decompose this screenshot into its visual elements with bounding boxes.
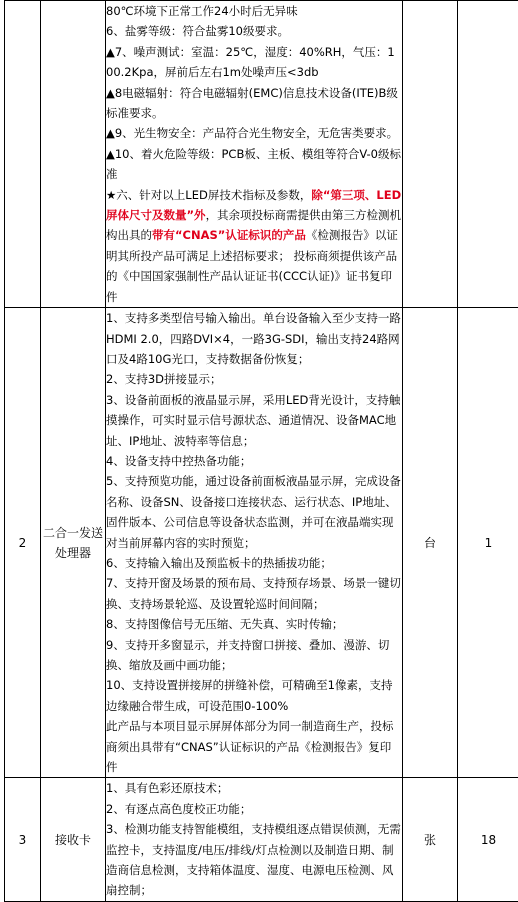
desc-line: ▲10、着火危险等级：PCB板、主板、模组等符合V-0级标准 [106,144,402,185]
desc-line: 8、支持图像信号无压缩、无失真、实时传输； [106,614,402,634]
spec-table [4,0,518,902]
certification-notice [106,185,402,307]
desc-line: ▲7、噪声测试：室温：25℃，湿度：40%RH，气压：100.2Kpa，屏前后左右1m处噪声压<3db [106,42,402,83]
item-name: 接收卡 [41,778,106,901]
desc-line: 1、具有色彩还原技术； [106,778,402,798]
desc-line: 10、支持设置拼接屏的拼缝补偿，可精确至1像素，支持边缘融合带生成，可设范围0-100% [106,675,402,716]
item-description [106,308,403,778]
item-description [106,778,403,901]
notice-text: 《检测报告》以证明其所投产品可满足上述招标要求； 投标商须提供该产品的《中国国家强制性产品认证证书(CCC认证)》证书复印件 [106,228,398,303]
notice-highlight-cnas: 带有“CNAS”认证标识的产品 [152,228,306,242]
desc-line: ▲9、光生物安全：产品符合光生物安全，无危害类要求。 [106,123,402,143]
desc-line: 此产品与本项目显示屏屏体部分为同一制造商生产，投标商须出具带有“CNAS”认证标识的产品《检测报告》复印件 [106,716,402,777]
item-number: 2 [5,308,41,778]
desc-line: 5、支持预览功能，通过设备前面板液晶显示屏，完成设备名称、设备SN、设备接口连接状态、运行状态、IP地址、固件版本、公司信息等设备状态监测，并可在液晶端实现对当前屏幕内容的实时预览； [106,471,402,553]
item-quantity: 1 [458,308,518,778]
desc-line: 6、支持输入输出及预监板卡的热插拔功能； [106,553,402,573]
desc-line: 3、设备前面板的液晶显示屏，采用LED背光设计，支持触摸操作，可实时显示信号源状态、通道情况、设备MAC地址、IP地址、波特率等信息； [106,390,402,451]
table-row [5,308,518,778]
notice-highlight-exception: 除“第三项、LED屏体尺寸及数量”外 [106,188,401,222]
notice-text: ★六、针对以上LED屏技术指标及参数， [106,188,311,202]
item-number [5,1,41,308]
desc-line: 2、有逐点高色度校正功能； [106,799,402,819]
desc-line: 1、支持多类型信号输入输出。单台设备输入至少支持一路HDMI 2.0，四路DVI×4，一路3G-SDI，输出支持24路网口及4路10G光口，支持数据备份恢复； [106,308,402,369]
desc-line: 6、盐雾等级：符合盐雾10级要求。 [106,21,402,41]
desc-line: 7、支持开窗及场景的预布局、支持预存场景、场景一键切换、支持场景轮巡、及设置轮巡时间间隔； [106,573,402,614]
table-row [5,1,518,308]
desc-line: ▲8电磁辐射：符合电磁辐射(EMC)信息技术设备(ITE)B级标准要求。 [106,83,402,124]
item-quantity: 18 [458,778,518,901]
desc-line: 2、支持3D拼接显示； [106,369,402,389]
item-name [41,1,106,308]
desc-line: 3、检测功能支持智能模组，支持模组逐点错误侦测，无需监控卡，支持温度/电压/排线/灯点检测以及制造日期、制造商信息检测，支持箱体温度、湿度、电源电压检测、风扇控制； [106,819,402,901]
item-number: 3 [5,778,41,901]
item-quantity [458,1,518,308]
item-name: 二合一发送处理器 [41,308,106,778]
desc-line: 80℃环境下正常工作24小时后无异味 [106,1,402,21]
item-description [106,1,403,308]
desc-line: 4、设备支持中控热备功能； [106,451,402,471]
item-unit [403,1,458,308]
table-row [5,778,518,901]
item-unit: 台 [403,308,458,778]
item-unit: 张 [403,778,458,901]
notice-text: ，其余项投标商需提供由第三方检测机构出具的 [106,208,401,242]
desc-line: 9、支持开多窗显示，并支持窗口拼接、叠加、漫游、切换、缩放及画中画功能； [106,635,402,676]
